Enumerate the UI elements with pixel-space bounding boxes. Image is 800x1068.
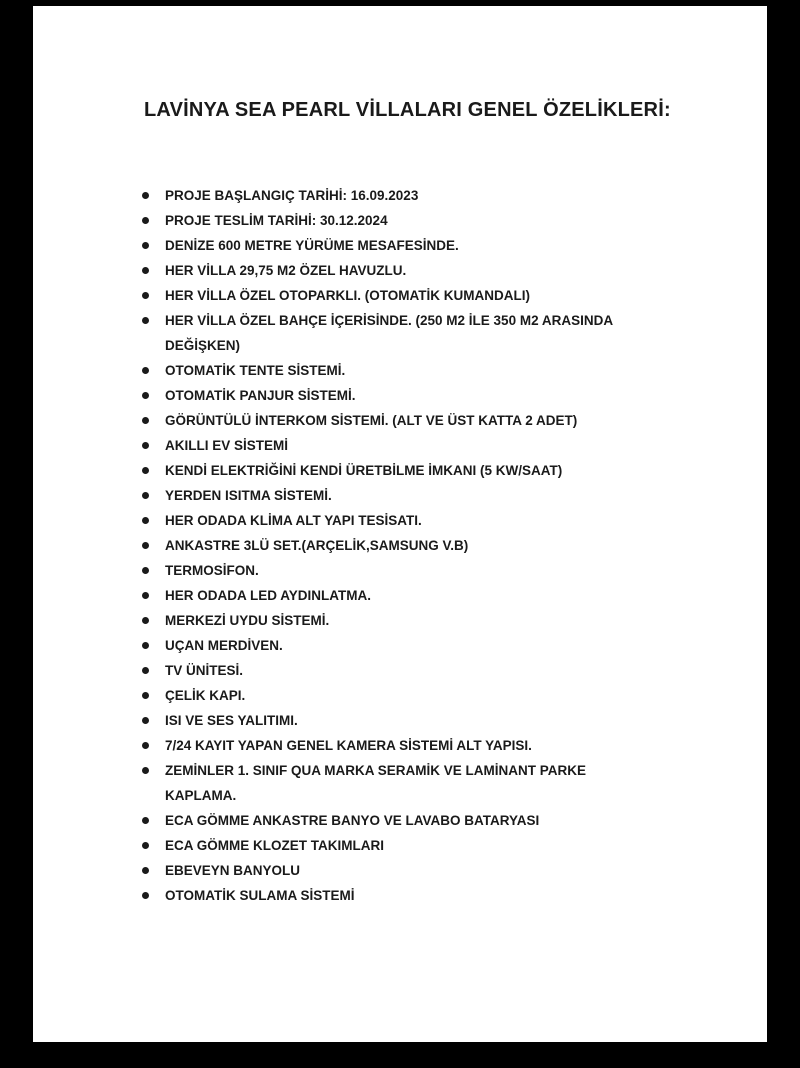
document-title: LAVİNYA SEA PEARL VİLLALARI GENEL ÖZELİKLERİ: xyxy=(144,99,671,121)
feature-list xyxy=(133,183,653,908)
feature-item: TV ÜNİTESİ. xyxy=(133,658,653,683)
feature-item: GÖRÜNTÜLÜ İNTERKOM SİSTEMİ. (ALT VE ÜST KATTA 2 ADET) xyxy=(133,408,653,433)
feature-item: YERDEN ISITMA SİSTEMİ. xyxy=(133,483,653,508)
feature-item: ÇELİK KAPI. xyxy=(133,683,653,708)
feature-item: OTOMATİK TENTE SİSTEMİ. xyxy=(133,358,653,383)
feature-item: HER VİLLA 29,75 M2 ÖZEL HAVUZLU. xyxy=(133,258,653,283)
feature-item: TERMOSİFON. xyxy=(133,558,653,583)
feature-item: MERKEZİ UYDU SİSTEMİ. xyxy=(133,608,653,633)
feature-item: HER ODADA KLİMA ALT YAPI TESİSATI. xyxy=(133,508,653,533)
feature-item: ANKASTRE 3LÜ SET.(ARÇELİK,SAMSUNG V.B) xyxy=(133,533,653,558)
feature-item: ZEMİNLER 1. SINIF QUA MARKA SERAMİK VE LAMİNANT PARKE KAPLAMA. xyxy=(133,758,653,808)
feature-item: HER VİLLA ÖZEL BAHÇE İÇERİSİNDE. (250 M2 İLE 350 M2 ARASINDA DEĞİŞKEN) xyxy=(133,308,653,358)
feature-item: 7/24 KAYIT YAPAN GENEL KAMERA SİSTEMİ ALT YAPISI. xyxy=(133,733,653,758)
feature-item: OTOMATİK PANJUR SİSTEMİ. xyxy=(133,383,653,408)
feature-item: PROJE TESLİM TARİHİ: 30.12.2024 xyxy=(133,208,653,233)
feature-item: HER ODADA LED AYDINLATMA. xyxy=(133,583,653,608)
feature-item: EBEVEYN BANYOLU xyxy=(133,858,653,883)
feature-item: ISI VE SES YALITIMI. xyxy=(133,708,653,733)
feature-item: AKILLI EV SİSTEMİ xyxy=(133,433,653,458)
feature-item: PROJE BAŞLANGIÇ TARİHİ: 16.09.2023 xyxy=(133,183,653,208)
feature-item: ECA GÖMME ANKASTRE BANYO VE LAVABO BATARYASI xyxy=(133,808,653,833)
feature-item: UÇAN MERDİVEN. xyxy=(133,633,653,658)
feature-item: HER VİLLA ÖZEL OTOPARKLI. (OTOMATİK KUMANDALI) xyxy=(133,283,653,308)
document-page xyxy=(33,6,767,1042)
feature-item: KENDİ ELEKTRİĞİNİ KENDİ ÜRETBİLME İMKANI (5 KW/SAAT) xyxy=(133,458,653,483)
feature-item: ECA GÖMME KLOZET TAKIMLARI xyxy=(133,833,653,858)
feature-item: DENİZE 600 METRE YÜRÜME MESAFESİNDE. xyxy=(133,233,653,258)
feature-item: OTOMATİK SULAMA SİSTEMİ xyxy=(133,883,653,908)
